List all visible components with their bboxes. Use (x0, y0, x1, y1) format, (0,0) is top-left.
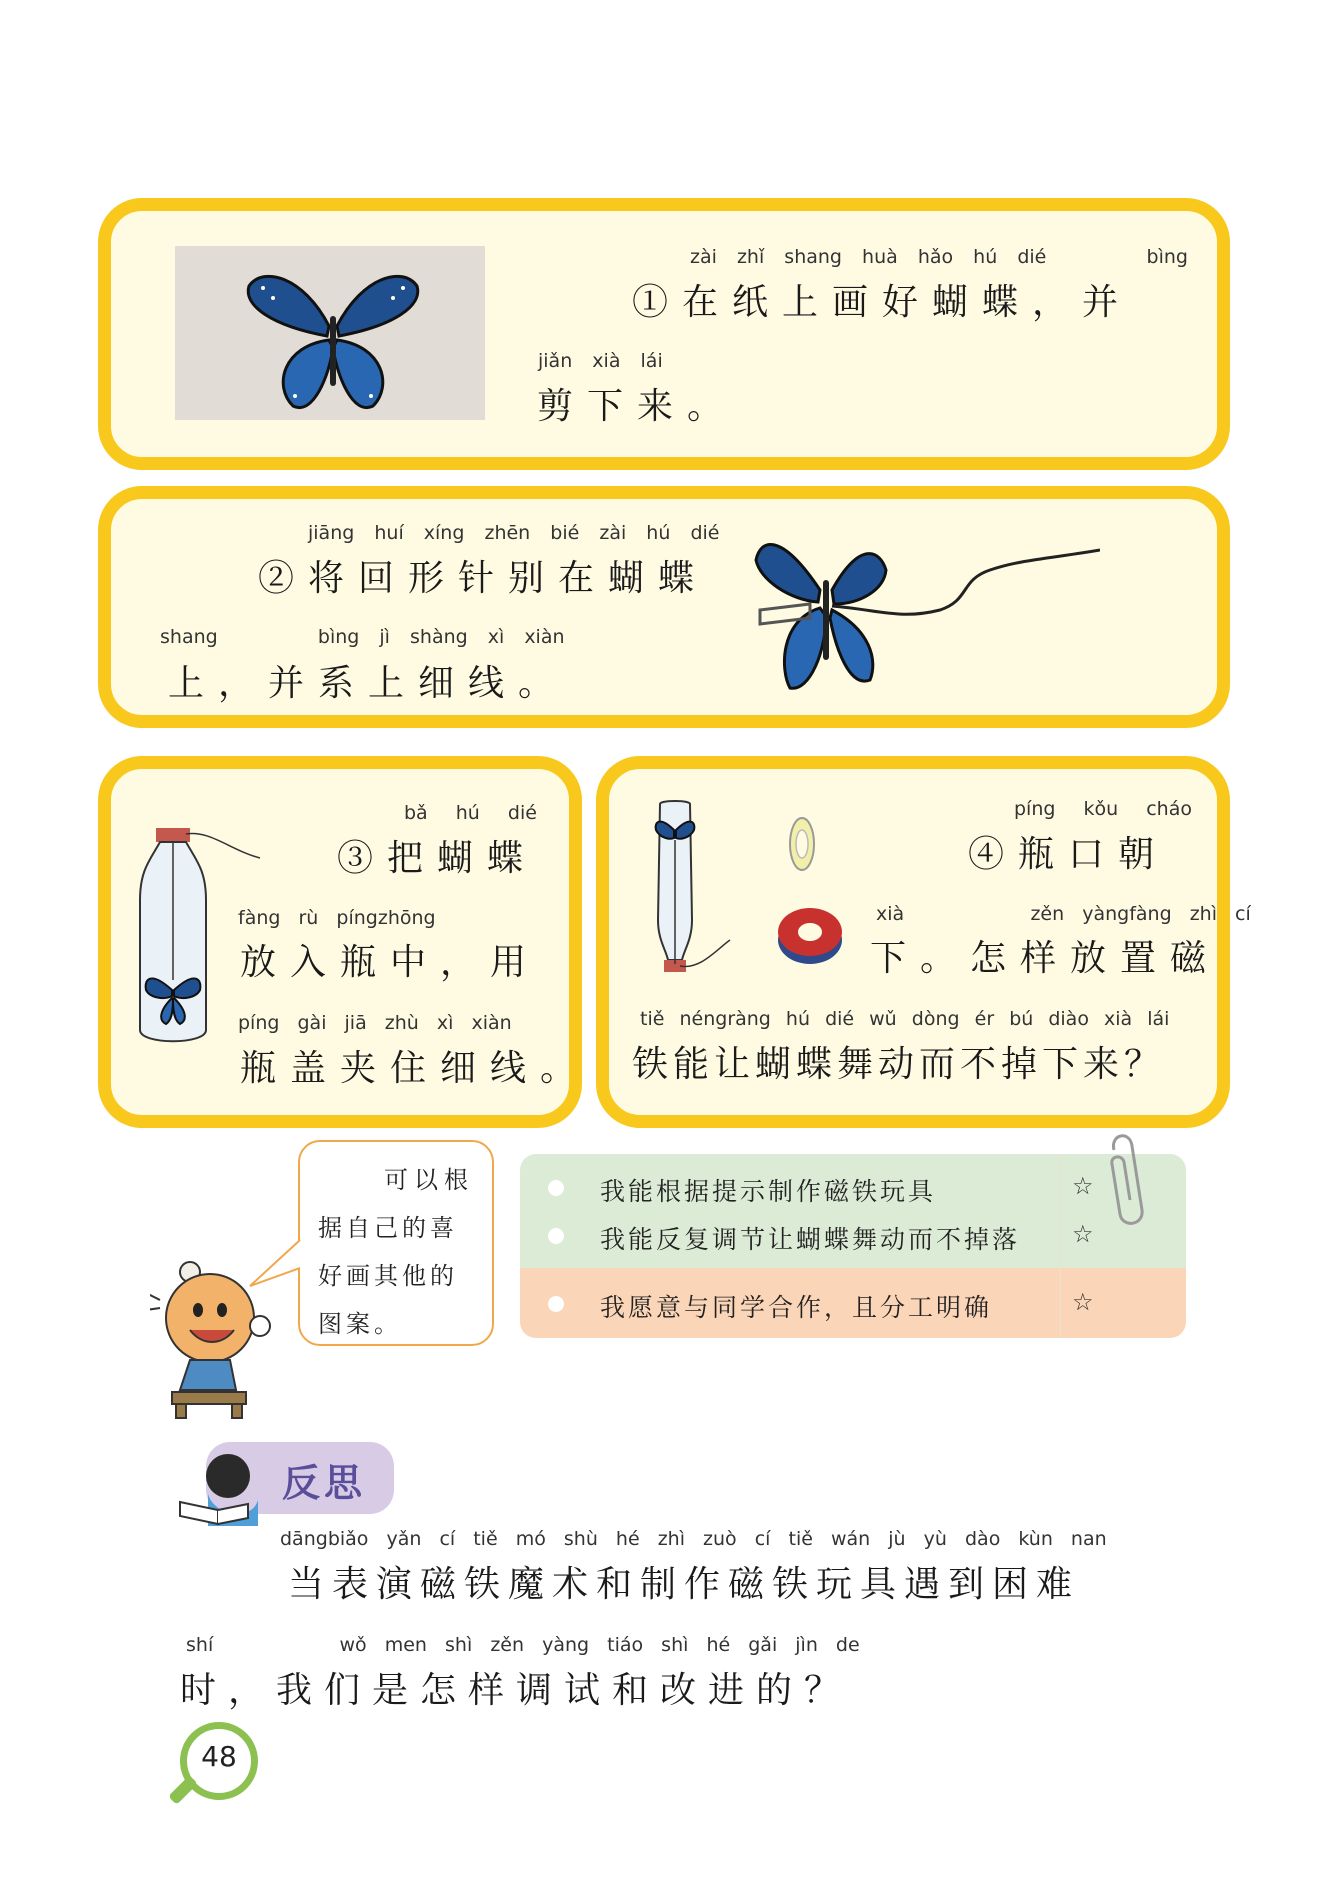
star-icon[interactable]: ☆ (1072, 1172, 1094, 1200)
step4-line1: ④瓶口朝 (968, 834, 1169, 875)
step3-line1: ③把蝴蝶 (337, 838, 538, 879)
step3-pinyin: bǎ hú dié (404, 802, 537, 824)
reflect-title: 反思 (282, 1461, 367, 1505)
step3-line2: 放入瓶中，用 (240, 942, 541, 983)
butterfly-drawing-image (175, 246, 485, 420)
step4-pinyin3: tiě néngràng hú dié wǔ dòng ér bú diào xià lái (640, 1008, 1170, 1030)
star-icon[interactable]: ☆ (1072, 1288, 1094, 1316)
butterfly-icon (756, 545, 1100, 689)
reflect-line1: 当表演磁铁魔术和制作磁铁玩具遇到困难 (288, 1564, 1081, 1605)
step2-line1: ②将回形针别在蝴蝶 (258, 558, 709, 599)
butterfly-icon (248, 276, 418, 407)
bubble-line-4: 图案。 (318, 1310, 402, 1338)
step3-pinyin2: fàng rù píngzhōng (238, 907, 436, 929)
step2-pinyin2: shang bìng jì shàng xì xiàn (160, 626, 565, 648)
bubble-line-1: 可以根 (384, 1166, 474, 1194)
ring-magnet-icon (778, 908, 842, 964)
step3-line3: 瓶盖夹住细线。 (240, 1048, 591, 1089)
step2-line2: 上，并系上细线。 (168, 663, 569, 704)
checklist-item-2: 我能反复调节让蝴蝶舞动而不掉落 (600, 1225, 1021, 1254)
step2-pinyin: jiāng huí xíng zhēn bié zài hú dié (308, 522, 720, 544)
step4-line2: 下。怎样放置磁 (870, 938, 1221, 979)
reflect-pinyin2: shí wǒ men shì zěn yàng tiáo shì hé gǎi jìn de (186, 1634, 860, 1656)
step1-line1: ①在纸上画好蝴蝶，并 (632, 282, 1133, 323)
step1-pinyin: zài zhǐ shang huà hǎo hú dié bìng (690, 246, 1188, 268)
page-number: 48 (201, 1740, 237, 1773)
checklist-divider (1060, 1154, 1061, 1338)
checklist-bullet-1 (548, 1180, 564, 1196)
checklist-item-3: 我愿意与同学合作，且分工明确 (600, 1293, 993, 1322)
step4-pinyin: píng kǒu cháo (1014, 798, 1192, 820)
bottle-tape-magnet-image (640, 800, 850, 980)
step4-line3: 铁能让蝴蝶舞动而不掉下来？ (632, 1044, 1166, 1085)
tape-roll-icon (790, 818, 814, 870)
step1-line2: 剪下来。 (537, 386, 738, 427)
step3-pinyin3: píng gài jiā zhù xì xiàn (238, 1012, 512, 1034)
bubble-tail (248, 1238, 302, 1288)
paperclip-icon (1100, 1130, 1150, 1230)
reading-child-icon (178, 1446, 262, 1526)
step1-pinyin2: jiǎn xià lái (538, 350, 663, 372)
star-icon[interactable]: ☆ (1072, 1220, 1094, 1248)
bubble-line-2: 据自己的喜 (318, 1214, 458, 1242)
step4-pinyin2: xià zěn yàngfàng zhì cí (876, 903, 1251, 925)
checklist-bullet-3 (548, 1296, 564, 1312)
butterfly-with-clip-image (740, 520, 1100, 700)
bubble-line-3: 好画其他的 (318, 1262, 458, 1290)
reflect-line2: 时，我们是怎样调试和改进的？ (180, 1670, 853, 1711)
speech-bubble (298, 1140, 494, 1346)
reflect-pinyin: dāngbiǎo yǎn cí tiě mó shù hé zhì zuò cí tiě wán jù yù dào kùn nan (280, 1528, 1107, 1550)
checklist-item-1: 我能根据提示制作磁铁玩具 (600, 1177, 937, 1206)
checklist-bullet-2 (548, 1228, 564, 1244)
